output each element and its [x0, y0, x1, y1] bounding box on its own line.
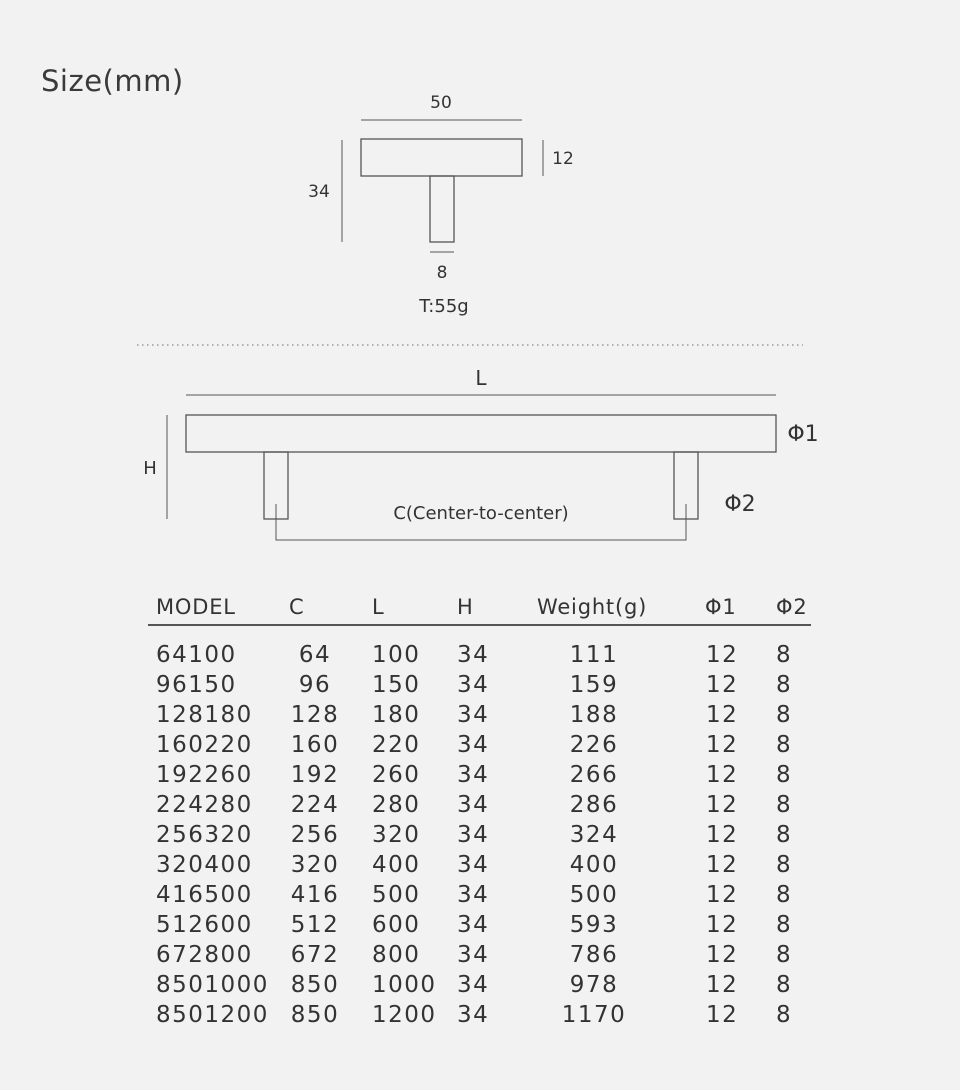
cell-model: 256320: [156, 822, 253, 848]
cell-phi1: 12: [706, 852, 739, 878]
cell-h: 34: [457, 822, 490, 848]
cell-l: 150: [372, 672, 421, 698]
table-row: [148, 672, 811, 702]
cell-phi2: 8: [776, 822, 793, 848]
cell-c: 160: [290, 732, 340, 758]
cell-h: 34: [457, 972, 490, 998]
cell-weight: 286: [569, 792, 619, 818]
knob-height-label: 34: [308, 182, 330, 202]
cell-weight: 400: [569, 852, 619, 878]
knob-width-label: 50: [430, 93, 452, 113]
cell-model: 64100: [156, 642, 237, 668]
cell-model: 128180: [156, 702, 253, 728]
knob-stem: [430, 176, 454, 242]
cell-weight: 324: [569, 822, 619, 848]
cell-model: 224280: [156, 792, 253, 818]
cell-l: 1000: [372, 972, 437, 998]
cell-c: 192: [290, 762, 340, 788]
cell-phi2: 8: [776, 972, 793, 998]
cell-weight: 111: [569, 642, 619, 668]
cell-model: 192260: [156, 762, 253, 788]
header-c: C: [289, 595, 305, 619]
cell-h: 34: [457, 1002, 490, 1028]
cell-model: 512600: [156, 912, 253, 938]
table-row: [148, 732, 811, 762]
cell-phi1: 12: [706, 732, 739, 758]
cell-c: 320: [290, 852, 340, 878]
cell-model: 8501000: [156, 972, 269, 998]
cell-c: 256: [290, 822, 340, 848]
cell-phi2: 8: [776, 882, 793, 908]
cell-weight: 978: [569, 972, 619, 998]
cell-weight: 159: [569, 672, 619, 698]
cell-phi2: 8: [776, 942, 793, 968]
cell-phi1: 12: [706, 642, 739, 668]
cell-phi2: 8: [776, 792, 793, 818]
cell-l: 1200: [372, 1002, 437, 1028]
handle-length-label: L: [475, 366, 487, 390]
table-row: [148, 642, 811, 672]
cell-weight: 593: [569, 912, 619, 938]
cell-phi2: 8: [776, 702, 793, 728]
table-row: [148, 762, 811, 792]
cell-l: 500: [372, 882, 421, 908]
cell-c: 850: [290, 1002, 340, 1028]
handle-bar: [186, 415, 776, 452]
cell-phi2: 8: [776, 732, 793, 758]
cell-phi2: 8: [776, 1002, 793, 1028]
header-phi2: Φ2: [776, 595, 808, 619]
cell-phi1: 12: [706, 972, 739, 998]
page-title: Size(mm): [41, 64, 184, 98]
cell-h: 34: [457, 642, 490, 668]
handle-drawing: [143, 366, 818, 540]
cell-model: 320400: [156, 852, 253, 878]
table-row: [148, 912, 811, 942]
table-header: [148, 590, 811, 626]
cell-h: 34: [457, 882, 490, 908]
cell-phi1: 12: [706, 942, 739, 968]
cell-h: 34: [457, 852, 490, 878]
knob-thickness-label: 12: [552, 149, 574, 169]
cell-l: 260: [372, 762, 421, 788]
cell-c: 672: [290, 942, 340, 968]
cell-phi2: 8: [776, 642, 793, 668]
knob-head: [361, 139, 522, 176]
table-row: [148, 972, 811, 1002]
cell-l: 800: [372, 942, 421, 968]
header-l: L: [372, 595, 385, 619]
spec-table: [148, 590, 811, 1032]
cell-weight: 500: [569, 882, 619, 908]
table-row: [148, 702, 811, 732]
cell-phi1: 12: [706, 912, 739, 938]
table-row: [148, 852, 811, 882]
table-row: [148, 942, 811, 972]
cell-c: 128: [290, 702, 340, 728]
cell-model: 160220: [156, 732, 253, 758]
cell-l: 280: [372, 792, 421, 818]
table-row: [148, 822, 811, 852]
cell-l: 180: [372, 702, 421, 728]
table-row: [148, 792, 811, 822]
cell-weight: 188: [569, 702, 619, 728]
table-row: [148, 1002, 811, 1032]
header-h: H: [457, 595, 474, 619]
cell-phi1: 12: [706, 762, 739, 788]
cell-phi1: 12: [706, 882, 739, 908]
cell-model: 672800: [156, 942, 253, 968]
center-to-center-label: C(Center-to-center): [393, 503, 569, 524]
cell-h: 34: [457, 762, 490, 788]
cell-phi1: 12: [706, 1002, 739, 1028]
cell-phi1: 12: [706, 822, 739, 848]
cell-weight: 786: [569, 942, 619, 968]
handle-phi2-label: Φ2: [724, 492, 756, 517]
cell-phi1: 12: [706, 672, 739, 698]
cell-l: 600: [372, 912, 421, 938]
header-phi1: Φ1: [705, 595, 737, 619]
knob-drawing: [308, 93, 574, 317]
cell-h: 34: [457, 732, 490, 758]
cell-weight: 266: [569, 762, 619, 788]
cell-c: 512: [290, 912, 340, 938]
cell-l: 320: [372, 822, 421, 848]
cell-model: 8501200: [156, 1002, 269, 1028]
cell-h: 34: [457, 672, 490, 698]
cell-model: 416500: [156, 882, 253, 908]
cell-phi2: 8: [776, 852, 793, 878]
cell-h: 34: [457, 702, 490, 728]
cell-h: 34: [457, 942, 490, 968]
handle-height-label: H: [143, 458, 157, 479]
cell-h: 34: [457, 792, 490, 818]
knob-stem-label: 8: [436, 263, 448, 283]
cell-c: 416: [290, 882, 340, 908]
cell-c: 224: [290, 792, 340, 818]
header-model: MODEL: [156, 595, 236, 619]
cell-phi2: 8: [776, 762, 793, 788]
handle-phi1-label: Φ1: [787, 422, 819, 447]
cell-c: 850: [290, 972, 340, 998]
cell-model: 96150: [156, 672, 237, 698]
cell-phi2: 8: [776, 672, 793, 698]
cell-l: 220: [372, 732, 421, 758]
header-weight: Weight(g): [537, 595, 648, 619]
cell-l: 100: [372, 642, 421, 668]
cell-weight: 1170: [561, 1002, 627, 1028]
cell-h: 34: [457, 912, 490, 938]
table-row: [148, 882, 811, 912]
cell-phi1: 12: [706, 792, 739, 818]
table-body: [148, 626, 811, 1032]
cell-c: 64: [298, 642, 332, 668]
cell-weight: 226: [569, 732, 619, 758]
cell-phi1: 12: [706, 702, 739, 728]
cell-phi2: 8: [776, 912, 793, 938]
cell-c: 96: [298, 672, 332, 698]
cell-l: 400: [372, 852, 421, 878]
knob-weight-label: T:55g: [419, 296, 469, 317]
